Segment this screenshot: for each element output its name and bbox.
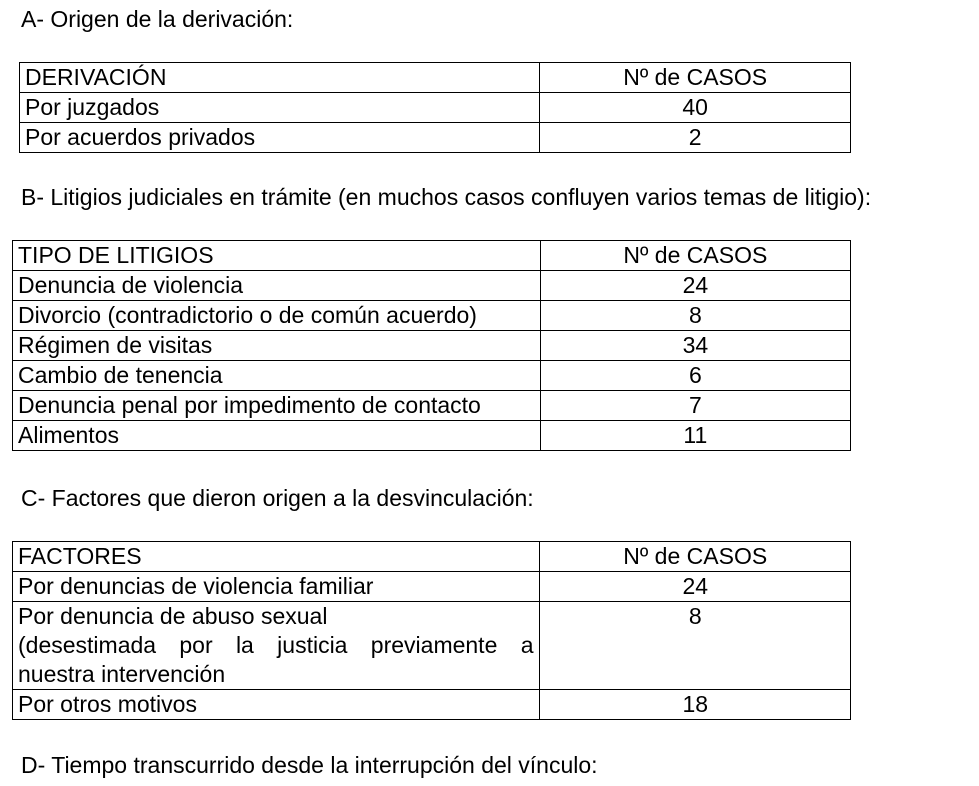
row-label: Divorcio (contradictorio o de común acuerdo) [13,301,541,331]
row-value: 8 [540,602,851,690]
row-label: Por acuerdos privados [20,123,540,153]
row-label: Denuncia de violencia [13,271,541,301]
derivation-table [19,62,851,153]
table-header-row [20,63,851,93]
row-label: Cambio de tenencia [13,361,541,391]
table-row [13,690,851,720]
table-row [13,271,851,301]
table-row [13,301,851,331]
row-label: Alimentos [13,421,541,451]
row-label-line: (desestimada por la justicia previamente a [18,632,534,658]
row-value: 7 [540,391,850,421]
row-value: 6 [540,361,850,391]
litigation-table [12,240,851,451]
row-label: Por otros motivos [13,690,540,720]
row-label: Por juzgados [20,93,540,123]
table-row [13,391,851,421]
row-label: Régimen de visitas [13,331,541,361]
table-row [20,93,851,123]
column-header: Nº de CASOS [540,542,851,572]
table-header-row [13,542,851,572]
table-row [20,123,851,153]
row-value: 24 [540,572,851,602]
section-a-heading: A- Origen de la derivación: [21,6,294,32]
factors-table [12,541,851,720]
row-label-line: Por denuncia de abuso sexual [18,603,328,629]
table-row [13,361,851,391]
row-value: 24 [540,271,850,301]
table-header-row [13,241,851,271]
column-header: Nº de CASOS [540,63,851,93]
row-label [13,602,540,690]
column-header: FACTORES [13,542,540,572]
section-c-heading: C- Factores que dieron origen a la desvinculación: [21,485,534,511]
row-label: Denuncia penal por impedimento de contacto [13,391,541,421]
row-value: 40 [540,93,851,123]
row-label: Por denuncias de violencia familiar [13,572,540,602]
row-value: 2 [540,123,851,153]
table-row [13,421,851,451]
section-b-heading: B- Litigios judiciales en trámite (en muchos casos confluyen varios temas de litigio): [21,184,872,210]
row-value: 11 [540,421,850,451]
row-value: 34 [540,331,850,361]
column-header: TIPO DE LITIGIOS [13,241,541,271]
table-row [13,331,851,361]
row-value: 8 [540,301,850,331]
table-row [13,602,851,690]
column-header: DERIVACIÓN [20,63,540,93]
section-d-heading: D- Tiempo transcurrido desde la interrupción del vínculo: [21,752,598,778]
table-row [13,572,851,602]
row-label-line: nuestra intervención [18,661,226,687]
row-value: 18 [540,690,851,720]
column-header: Nº de CASOS [540,241,850,271]
